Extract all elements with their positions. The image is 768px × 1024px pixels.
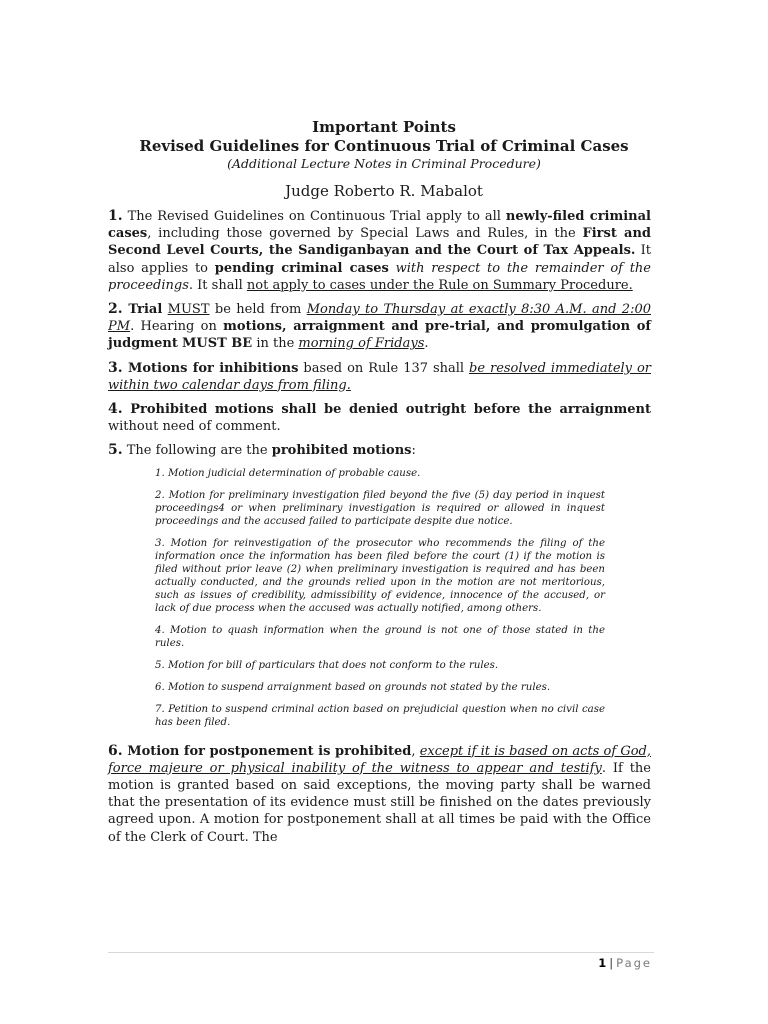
document-title: Important Points — [312, 118, 456, 136]
list-item: 4. Motion to quash information when the ground is not one of those stated in the rules. — [155, 624, 605, 649]
list-item: 3. Motion for reinvestigation of the prosecutor who recommends the filing of the information once the information has been filed before the court (1) if the motion is filed without prior leave (2) when preliminary investigation is required and has been actually conducted, and the grounds relied upon in the motion are not meritorious, such as issues of credibility, admissibility of evidence, innocence of the accused, or lack of due process when the accused was actually notified, among others. — [155, 537, 605, 614]
paragraph-5: 5. The following are the prohibited motions: — [108, 442, 416, 459]
list-item: 1. Motion judicial determination of probable cause. — [155, 467, 421, 479]
paragraph-6: 6. Motion for postponement is prohibited, except if it is based on acts of God, force majeure or physical inability of the witness to appear and testify. If the motion is granted based on said exceptions, the moving party shall be warned that the presentation of its evidence must still be finished on the dates previously agreed upon. A motion for postponement shall at all times be paid with the Office of the Clerk of Court. The — [108, 742, 652, 845]
footer-divider — [108, 952, 654, 953]
author-name: Judge Roberto R. Mabalot — [285, 182, 483, 200]
list-item: 7. Petition to suspend criminal action based on prejudicial question when no civil case has been filed. — [155, 703, 605, 728]
page-label: Page — [616, 956, 652, 970]
footer-separator: | — [609, 956, 614, 970]
paragraph-number: 6. — [108, 742, 123, 759]
list-item: 6. Motion to suspend arraignment based on grounds not stated by the rules. — [155, 681, 551, 693]
document-body — [108, 208, 651, 853]
prohibited-motions-list — [155, 467, 605, 729]
paragraph-3: 3. Motions for inhibitions based on Rule 137 shall be resolved immediately or within two calendar days from filing. — [108, 359, 651, 393]
document-subtitle: Revised Guidelines for Continuous Trial of Criminal Cases — [139, 137, 629, 155]
paragraph-1: 1. The Revised Guidelines on Continuous Trial apply to all newly-filed criminal cases, including those governed by Special Laws and Rules, in the First and Second Level Courts, the Sandiganbayan and the Court of Tax Appeals. It also applies to pending criminal cases with respect to the remainder of the proceedings. It shall not apply to cases under the Rule on Summary Procedure. — [108, 208, 652, 293]
list-item: 5. Motion for bill of particulars that does not conform to the rules. — [155, 659, 499, 671]
list-item: 2. Motion for preliminary investigation filed beyond the five (5) day period in inquest proceedings4 or when preliminary investigation is required or allowed in inquest proceedings and the accused failed to participate despite due notice. — [155, 489, 605, 527]
lecture-note: (Additional Lecture Notes in Criminal Procedure) — [227, 156, 541, 171]
page-number: 1 — [598, 956, 607, 970]
paragraph-4: 4. Prohibited motions shall be denied outright before the arraignment without need of comment. — [108, 401, 651, 435]
page-footer — [598, 956, 652, 970]
paragraph-number: 3. — [108, 359, 123, 376]
paragraph-2: 2. Trial MUST be held from Monday to Thursday at exactly 8:30 A.M. and 2:00 PM. Hearing on motions, arraignment and pre-trial, and promulgation of judgment MUST BE in the morning of Fridays. — [108, 301, 651, 352]
paragraph-number: 1. — [108, 208, 123, 224]
paragraph-number: 4. — [108, 401, 123, 418]
paragraph-number: 5. — [108, 442, 123, 459]
paragraph-number: 2. — [108, 301, 123, 318]
